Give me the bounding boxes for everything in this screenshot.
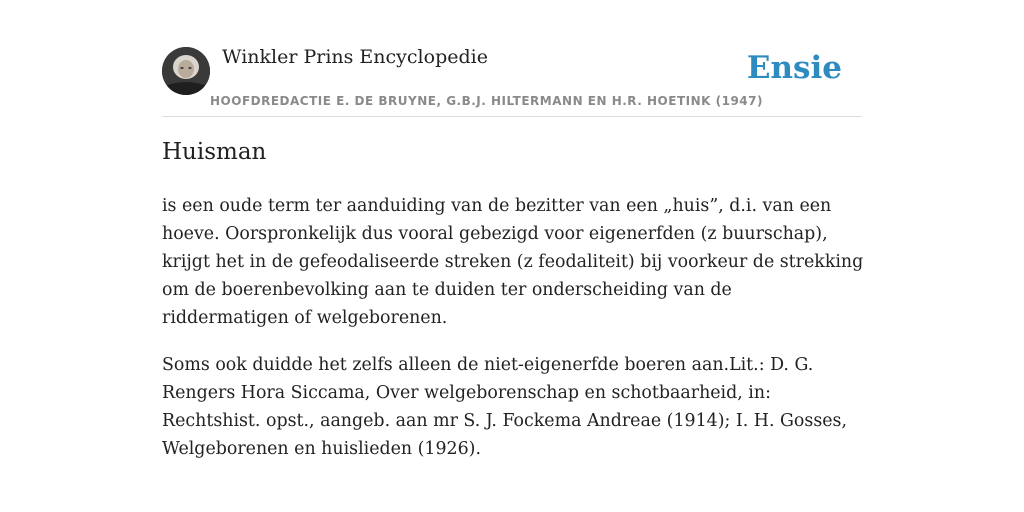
- article-title: Huisman: [162, 139, 267, 165]
- source-title[interactable]: Winkler Prins Encyclopedie: [222, 46, 488, 68]
- article-paragraph: Soms ook duidde het zelfs alleen de niet-eigenerfde boeren aan.Lit.: D. G. Rengers Hora Siccama, Over welgeborenschap en schotbaarheid, in: Rechtshist. opst., aangeb. aan mr S. J. Fockema Andreae (1914); I. H. Gosses, Welgeborenen en huislieden (1926).: [162, 355, 847, 459]
- article-body: [162, 192, 864, 482]
- source-editors: HOOFDREDACTIE E. DE BRUYNE, G.B.J. HILTERMANN EN H.R. HOETINK (1947): [210, 94, 763, 108]
- source-header: [162, 44, 862, 117]
- article-paragraph: is een oude term ter aanduiding van de bezitter van een „huis”, d.i. van een hoeve. Oorspronkelijk dus vooral gebezigd voor eigenerfden (z buurschap), krijgt het in de gefeodaliseerde streken (z feodaliteit) bij voorkeur de strekking om de boerenbevolking aan te duiden ter onderscheiding van de riddermatigen of welgeborenen.: [162, 196, 864, 328]
- ensie-logo[interactable]: Ensie: [746, 50, 842, 86]
- author-portrait-avatar: [162, 47, 210, 95]
- portrait-icon: [162, 47, 210, 95]
